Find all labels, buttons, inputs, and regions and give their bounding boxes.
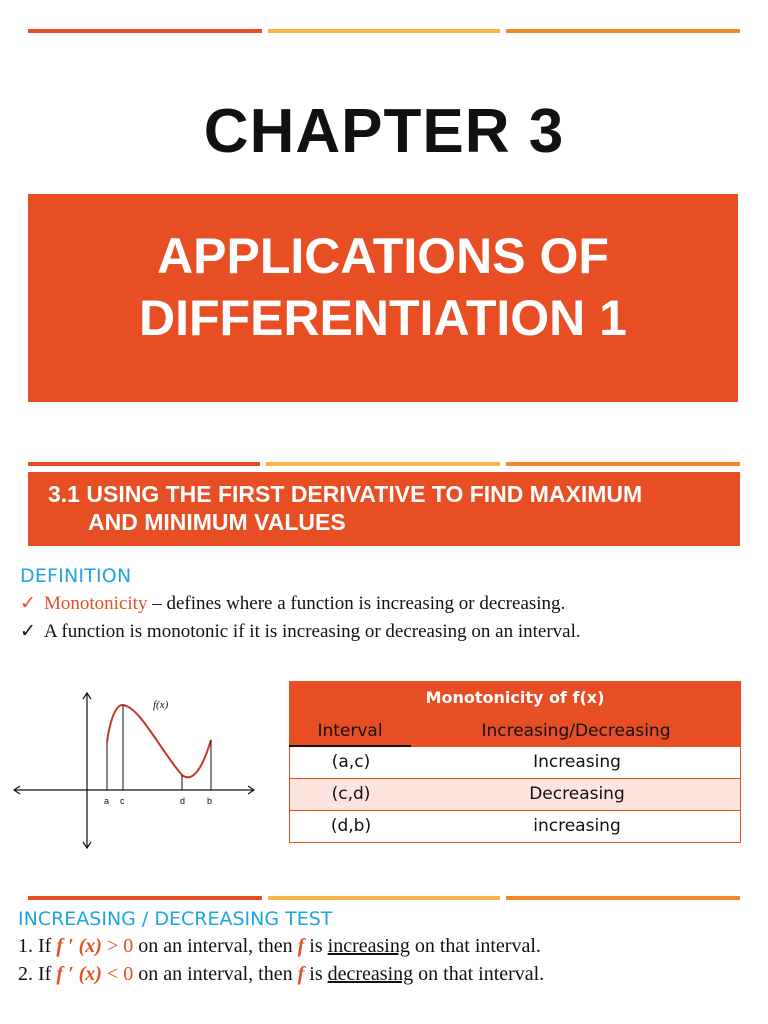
row-state: Decreasing: [529, 784, 625, 804]
section-heading: [28, 472, 740, 546]
bottom-bar-right: [506, 896, 740, 900]
chapter-title: CHAPTER 3: [203, 97, 565, 166]
rule-text: on an interval, then: [133, 963, 298, 985]
rule-keyword: increasing: [327, 935, 410, 957]
graph-label: f(x): [153, 699, 169, 711]
test-rule-1: [18, 935, 541, 958]
row-state: Increasing: [533, 752, 621, 772]
title-banner: [28, 194, 738, 402]
checkmark-icon: ✓: [20, 621, 36, 642]
rule-text: on an interval, then: [133, 935, 298, 957]
definition-text-2: A function is monotonic if it is increasing or decreasing on an interval.: [44, 621, 581, 642]
inequality: > 0: [101, 935, 134, 957]
tick-label-a: a: [104, 796, 110, 806]
row-state: increasing: [533, 816, 621, 836]
derivative-symbol: f ′ (x): [56, 963, 102, 985]
rule-text: is: [304, 935, 328, 957]
table-row: [289, 811, 741, 843]
table-row: [289, 779, 741, 811]
function-symbol: f: [297, 963, 305, 985]
tick-label-b: b: [207, 796, 213, 806]
bottom-bar-middle: [268, 896, 500, 900]
tick-label-d: d: [180, 796, 186, 806]
rule-text: on that interval.: [409, 935, 541, 957]
row-interval: (a,c): [331, 752, 371, 772]
tick-label-c: c: [120, 796, 125, 806]
table-header-row: [289, 715, 741, 747]
section-bar-left: [28, 462, 260, 466]
header-state: Increasing/Decreasing: [481, 721, 671, 741]
section-heading-line-2: AND MINIMUM VALUES: [88, 509, 346, 535]
test-heading: INCREASING / DECREASING TEST: [18, 908, 333, 930]
row-interval: (d,b): [330, 816, 372, 836]
rule-number: 1. If: [18, 935, 57, 957]
inequality: < 0: [101, 963, 134, 985]
checkmark-icon: ✓: [20, 593, 36, 614]
derivative-symbol: f ′ (x): [56, 935, 102, 957]
bottom-bar-left: [28, 896, 262, 900]
table-row: [289, 747, 741, 779]
section-bar-right: [506, 462, 740, 466]
definition-text-1: – defines where a function is increasing or decreasing.: [147, 593, 566, 614]
rule-number: 2. If: [18, 963, 57, 985]
rule-text: is: [304, 963, 328, 985]
definition-term: Monotonicity: [44, 593, 148, 614]
test-rule-2: [18, 963, 544, 986]
section-heading-line-1: 3.1 USING THE FIRST DERIVATIVE TO FIND MAXIMUM: [48, 481, 643, 507]
header-interval: Interval: [317, 721, 383, 741]
rule-keyword: decreasing: [327, 963, 414, 985]
definition-bullet-2: [20, 620, 581, 643]
rule-text: on that interval.: [413, 963, 545, 985]
top-bar-left: [28, 29, 262, 33]
function-symbol: f: [297, 935, 305, 957]
table-title: Monotonicity of f(x): [289, 681, 741, 715]
definition-heading: DEFINITION: [20, 565, 132, 587]
title-line-1: APPLICATIONS OF: [157, 228, 609, 284]
function-graph: [10, 690, 260, 852]
row-interval: (c,d): [331, 784, 371, 804]
section-bar-middle: [266, 462, 500, 466]
definition-bullet-1: [20, 592, 565, 615]
top-bar-middle: [268, 29, 500, 33]
top-bar-right: [506, 29, 740, 33]
title-line-2: DIFFERENTIATION 1: [139, 290, 627, 346]
monotonicity-table: [289, 681, 741, 843]
